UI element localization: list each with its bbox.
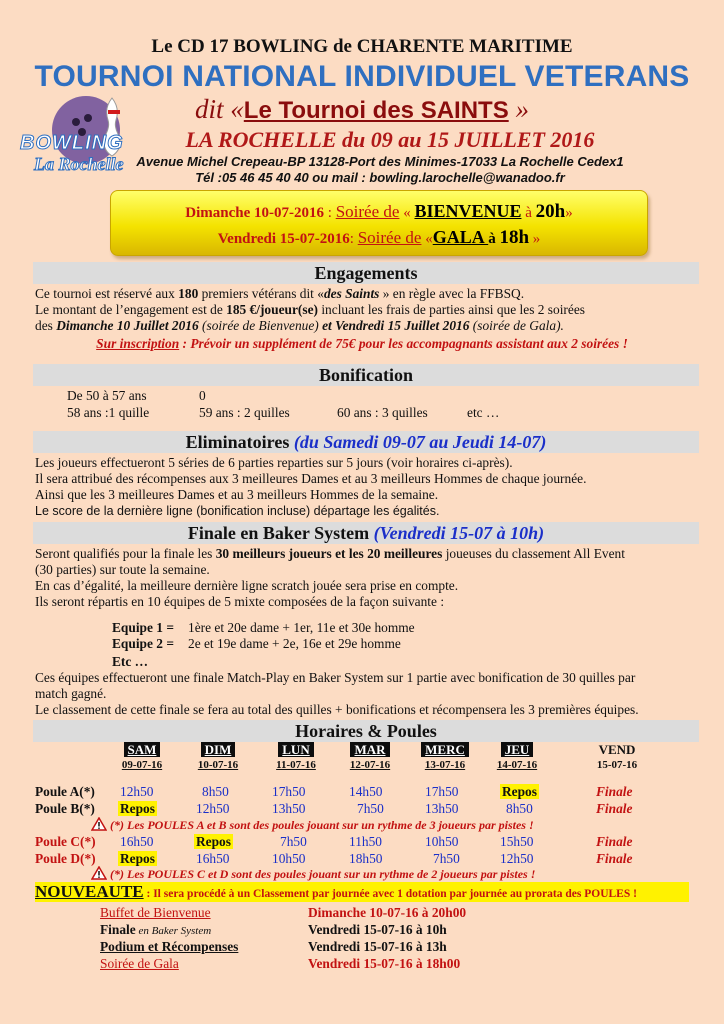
note-poules-ab: (*) Les POULES A et B sont des poules jouant sur un rythme de 3 joueurs par pistes ! [110,818,534,832]
schedule-cell: 12h50 [120,784,154,799]
team-2-label: Equipe 2 = [112,636,174,651]
eng-saints: des Saints [323,286,380,301]
schedule-cell: 17h50 [425,784,459,799]
finale-date: (Vendredi 15-07 à 10h) [373,523,545,543]
section-bonification-heading: Bonification [33,364,699,386]
venue-contact: Tél :05 46 45 40 40 ou mail : bowling.larochelle@wanadoo.fr [195,170,565,185]
welcome-hour: 20h [535,201,566,222]
schedule-cell: 12h50 [500,851,534,866]
day-name: MAR [350,742,389,757]
day-date: 13-07-16 [424,759,466,771]
event-when-finale: Vendredi 15-07-16 à 10h [308,922,447,937]
eng-text: des [35,318,57,333]
engagements-supplement-note [35,336,689,352]
gala-event: GALA [432,227,489,247]
schedule-cell-finale: Finale [596,851,633,866]
elim-line-3: Ainsi que les 3 meilleures Dames et au 3 meilleurs Hommes de la semaine. [35,487,439,502]
nouveaute-text: : Il sera procédé à un Classement par journée avec 1 dotation par journée au prorata des POULES ! [143,888,637,900]
eng-text: Ce tournoi est réservé aux [35,286,179,301]
schedule-cell: 16h50 [120,834,154,849]
bonif-r1c1: De 50 à 57 ans [67,388,147,403]
nouveaute-label: NOUVEAUTE [35,882,144,901]
team-etc: Etc … [112,654,149,669]
poule-b-label: Poule B(*) [35,801,95,816]
soiree-gala-line [111,227,647,249]
elim-dates: (du Samedi 09-07 au Jeudi 14-07) [293,432,547,452]
eng-supplement: : Prévoir un supplément de 75€ pour les accompagnants assistant aux 2 soirées ! [179,336,628,351]
team-2-composition: 2e et 19e dame + 2e, 16e et 29e homme [188,636,401,651]
gala-sep: : [349,231,358,247]
section-horaires-heading: Horaires & Poules [33,720,699,742]
repos-label: Repos [120,801,155,816]
subtitle-name: Le Tournoi des SAINTS [243,97,509,124]
subtitle-open-quote: « [230,94,244,124]
day-name: MERC [421,742,469,757]
schedule-cell: 18h50 [349,851,383,866]
day-name: LUN [278,742,313,757]
day-name: JEU [501,742,534,757]
eng-text: » en règle avec la FFBSQ. [379,286,525,301]
finale-line-1 [35,546,705,562]
logo-text-city: La Rochelle [34,154,124,174]
schedule-cell: 7h50 [357,801,384,816]
eng-text: et [318,318,336,333]
gala-quote-close: » [529,231,541,247]
event-dates: LA ROCHELLE du 09 au 15 JUILLET 2016 [185,127,595,152]
fin-qualified: 30 meilleurs joueurs et les 20 meilleures [215,546,443,561]
welcome-sep: : [324,205,336,221]
schedule-cell-finale: Finale [596,834,633,849]
eng-count: 180 [178,286,199,301]
day-date: 09-07-16 [121,759,163,771]
elim-line-1: Les joueurs effectueront 5 séries de 6 parties reparties sur 5 jours (voir horaires ci-après). [35,455,513,470]
event-name-buffet: Buffet de Bienvenue [100,905,211,920]
poule-c-label: Poule C(*) [35,834,96,849]
day-header-sam [117,742,167,771]
welcome-quote-open: « [399,205,415,221]
repos-label: Repos [502,784,537,799]
eng-text: Le montant de l’engagement est de [35,302,227,317]
schedule-cell: 13h50 [425,801,459,816]
gala-date: Vendredi 15-07-2016 [217,231,350,247]
eng-date-1: Dimanche 10 Juillet 2016 [56,318,199,333]
event-when-gala: Vendredi 15-07-16 à 18h00 [308,956,461,971]
finale-line-2: (30 parties) sur toute la semaine. [35,562,210,577]
day-header-lun [271,742,321,771]
welcome-date: Dimanche 10-07-2016 [185,205,325,221]
schedule-cell: 11h50 [349,834,382,849]
finale-line-5: Ces équipes effectueront une finale Match-Play en Baker System sur 1 partie avec bonification de 30 quilles par [35,670,636,685]
event-name-podium: Podium et Récompenses [100,939,239,954]
schedule-cell-repos [118,801,157,817]
gala-hour: 18h [499,227,530,248]
note-poules-cd: (*) Les POULES C et D sont des poules jouant sur un rythme de 2 joueurs par pistes ! [110,867,536,881]
warning-icon [91,817,107,831]
finale-title: Finale en Baker System [187,523,370,543]
eng-sur-inscription: Sur inscription [96,336,180,351]
gala-quote-open: « [421,231,433,247]
warning-icon [91,866,107,880]
schedule-cell: 10h50 [425,834,459,849]
schedule-cell: 7h50 [433,851,460,866]
day-name: SAM [124,742,161,757]
day-name: VEND [598,742,636,757]
venue-address: Avenue Michel Crepeau-BP 13128-Port des Minimes-17033 La Rochelle Cedex1 [136,154,624,169]
day-name: DIM [201,742,236,757]
day-header-vend [592,742,642,771]
eng-soiree-1: (soirée de Bienvenue) [198,318,319,333]
section-finale-heading [33,522,699,544]
eng-text: premiers vétérans dit « [198,286,324,301]
schedule-cell-repos [194,834,233,850]
bonif-r1c2: 0 [199,388,206,403]
day-date: 15-07-16 [596,759,638,771]
bonif-r2c2: 59 ans : 2 quilles [199,405,290,420]
subtitle-dit: dit [195,94,224,124]
event-name-finale [100,922,211,938]
schedule-cell-finale: Finale [596,784,633,799]
organizer-line: Le CD 17 BOWLING de CHARENTE MARITIME [151,36,573,57]
day-header-mar [345,742,395,771]
elim-title: Eliminatoires [185,432,290,452]
tournament-title: TOURNOI NATIONAL INDIVIDUEL VETERANS [34,60,690,93]
nouveaute-banner [35,882,689,902]
day-header-jeu [492,742,542,771]
gala-soiree: Soirée de [357,228,422,247]
day-header-dim [193,742,243,771]
repos-label: Repos [120,851,155,866]
section-eliminatoires-heading [33,431,699,453]
fin-text: joueuses du classement All Event [442,546,625,561]
soiree-welcome-line [111,201,647,223]
schedule-cell: 8h50 [202,784,229,799]
logo-text-bowling: BOWLING [20,132,124,154]
event-finale-label: Finale [100,922,136,937]
schedule-cell: 13h50 [272,801,306,816]
schedule-cell: 17h50 [272,784,306,799]
engagements-line-2 [35,302,705,318]
bonif-r2c3: 60 ans : 3 quilles [337,405,428,420]
poule-a-label: Poule A(*) [35,784,95,799]
schedule-cell-finale: Finale [596,801,633,816]
finale-line-4: Ils seront répartis en 10 équipes de 5 mixte composées de la façon suivante : [35,594,445,609]
event-name-gala: Soirée de Gala [100,956,179,971]
poule-d-label: Poule D(*) [35,851,96,866]
elim-line-2: Il sera attribué des récompenses aux 3 meilleures Dames et au 3 meilleurs Hommes de chaque journée. [35,471,587,486]
bonif-r2c1: 58 ans :1 quille [67,405,150,420]
finale-line-7: Le classement de cette finale se fera au total des quilles + bonifications et récompensera les 3 premières équipes. [35,702,639,717]
schedule-cell: 15h50 [500,834,534,849]
welcome-a: à [521,205,536,221]
eng-soiree-2: (soirée de Gala). [469,318,564,333]
day-date: 14-07-16 [496,759,538,771]
subtitle-close-quote: » [508,94,529,124]
welcome-event: BIENVENUE [414,201,522,221]
engagements-line-3 [35,318,705,334]
day-header-merc [418,742,472,771]
engagements-line-1 [35,286,705,302]
finale-line-3: En cas d’égalité, la meilleure dernière ligne scratch jouée sera prise en compte. [35,578,459,593]
schedule-cell: 14h50 [349,784,383,799]
eng-text: incluant les frais de parties ainsi que les 2 soirées [317,302,585,317]
schedule-cell-repos [118,851,157,867]
schedule-cell: 8h50 [506,801,533,816]
eng-price: 185 €/joueur(se) [226,302,318,317]
schedule-cell: 16h50 [196,851,230,866]
day-date: 12-07-16 [349,759,391,771]
event-when-podium: Vendredi 15-07-16 à 13h [308,939,447,954]
section-engagements-heading: Engagements [33,262,699,284]
welcome-soiree: Soirée de [335,202,400,221]
welcome-quote-close: » [565,205,573,221]
repos-label: Repos [196,834,231,849]
schedule-cell-repos [500,784,539,800]
fin-text: Seront qualifiés pour la finale les [35,546,216,561]
schedule-cell: 7h50 [280,834,307,849]
elim-line-4: Le score de la dernière ligne (bonification incluse) départage les égalités. [35,504,440,518]
bonif-r2c4: etc … [467,405,500,420]
day-date: 11-07-16 [276,759,316,771]
soirees-banner [110,190,648,256]
event-finale-sub: en Baker System [135,925,212,937]
schedule-cell: 10h50 [272,851,306,866]
gala-a: à [488,231,500,247]
team-1-composition: 1ère et 20e dame + 1er, 11e et 30e homme [188,620,415,635]
schedule-cell: 12h50 [196,801,230,816]
day-date: 10-07-16 [197,759,239,771]
finale-line-6: match gagné. [35,686,107,701]
eng-date-2: Vendredi 15 Juillet 2016 [335,318,470,333]
event-when-buffet: Dimanche 10-07-16 à 20h00 [308,905,467,920]
team-1-label: Equipe 1 = [112,620,174,635]
